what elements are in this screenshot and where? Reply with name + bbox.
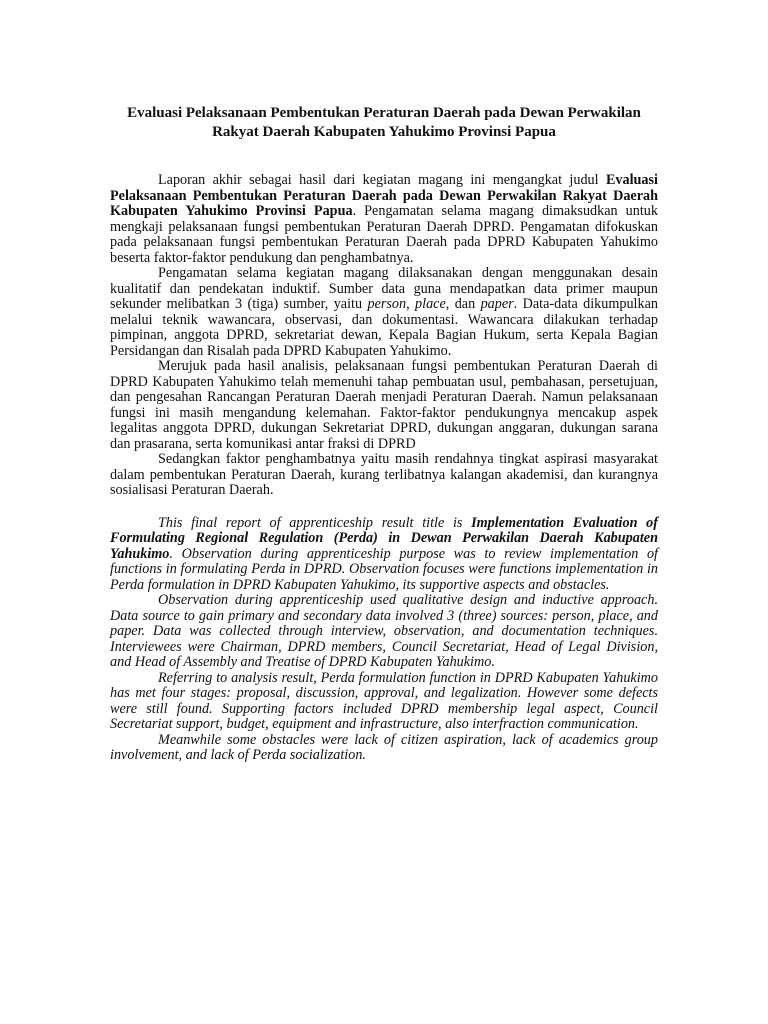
section-gap — [110, 499, 658, 516]
term-paper: paper — [480, 296, 514, 312]
paragraph-text: . Observation during apprenticeship purpose was to review implementation of functions in formulating Perda in DPRD. Observation focuses were functions implementation in Perda formulation in DPRD Kabupaten Yahukimo, its supportive aspects and obstacles. — [110, 545, 658, 593]
paragraph-en-4: Meanwhile some obstacles were lack of citizen aspiration, lack of academics group involvement, and lack of Perda socialization. — [110, 731, 658, 763]
paragraph-text: . Data-data dikumpulkan melalui teknik wawancara, observasi, dan dokumentasi. Wawancara dilakukan terhadap pimpinan, anggota DPRD, sekretariat dewan, Kepala Bagian Hukum, serta Kepala Bagian Persidangan dan Risalah pada DPRD Kabupaten Yahukimo. — [110, 296, 658, 359]
abstract-indonesian — [110, 173, 658, 499]
paragraph-id-4: Sedangkan faktor penghambatnya yaitu masih rendahnya tingkat aspirasi masyarakat dalam pembentukan Peraturan Daerah, kurang terlibatnya kalangan akademisi, dan kurangnya sosialisasi Peraturan Daerah. — [110, 451, 658, 498]
paragraph-text: . Pengamatan selama magang dimaksudkan untuk mengkaji pelaksanaan fungsi pembentukan Peraturan Daerah DPRD. Pengamatan difokuskan pada pelaksanaan fungsi pembentukan Peraturan Daerah pada DPRD Kabupaten Yahukimo beserta faktor-faktor pendukung dan penghambatnya. — [110, 203, 658, 266]
term-place: place — [415, 296, 446, 312]
report-title-bold: Evaluasi Pelaksanaan Pembentukan Peraturan Daerah pada Dewan Perwakilan Rakyat Daerah Kabupaten Yahukimo Provinsi Papua — [110, 172, 658, 219]
term-person: person — [367, 296, 407, 312]
paragraph-id-1 — [110, 173, 658, 266]
separator-text: , — [406, 296, 416, 312]
paragraph-text: This final report of apprenticeship result title is — [158, 514, 472, 531]
title-line-2: Rakyat Daerah Kabupaten Yahukimo Provinsi Papua — [212, 124, 556, 140]
document-title — [110, 104, 658, 142]
paragraph-en-3: Referring to analysis result, Perda formulation function in DPRD Kabupaten Yahukimo has met four stages: proposal, discussion, approval, and legalization. However some defects were still found. Supporting factors included DPRD membership legal aspect, Council Secretariat support, budget, equipment and infrastructure, also interfraction communication. — [110, 669, 658, 732]
paragraph-text: Pengamatan selama kegiatan magang dilaksanakan dengan menggunakan desain kualitatif dan pendekatan induktif. Sumber data guna mendapatkan data primer maupun sekunder melibatkan 3 (tiga) sumber, yaitu — [110, 265, 658, 312]
report-title-bold-en: Implementation Evaluation of Formulating Regional Regulation (Perda) in Dewan Perwakilan Daerah Kabupaten Yahukimo — [110, 514, 658, 562]
abstract-english — [110, 516, 658, 764]
paragraph-text: Laporan akhir sebagai hasil dari kegiatan magang ini mengangkat judul — [158, 172, 606, 188]
separator-text: , dan — [445, 296, 481, 312]
paragraph-id-2 — [110, 266, 658, 359]
paragraph-id-3: Merujuk pada hasil analisis, pelaksanaan fungsi pembentukan Peraturan Daerah di DPRD Kabupaten Yahukimo telah memenuhi tahap pembuatan usul, pembahasan, persetujuan, dan pengesahan Rancangan Peraturan Daerah menjadi Peraturan Daerah. Namun pelaksanaan fungsi ini masih mengandung kelemahan. Faktor-faktor pendukungnya mencakup aspek legalitas anggota DPRD, dukungan Sekretariat DPRD, dukungan anggaran, dukungan sarana dan prasarana, serta komunikasi antar fraksi di DPRD — [110, 358, 658, 452]
paragraph-en-2: Observation during apprenticeship used qualitative design and inductive approach. Data source to gain primary and secondary data involved 3 (three) sources: person, place, and paper. Data was collected through interview, observation, and documentation techniques. Interviewees were Chairman, DPRD members, Council Secretariat, Head of Legal Division, and Head of Assembly and Treatise of DPRD Kabupaten Yahukimo. — [110, 592, 658, 670]
title-line-1: Evaluasi Pelaksanaan Pembentukan Peraturan Daerah pada Dewan Perwakilan — [127, 105, 641, 121]
paragraph-en-1 — [110, 516, 658, 594]
